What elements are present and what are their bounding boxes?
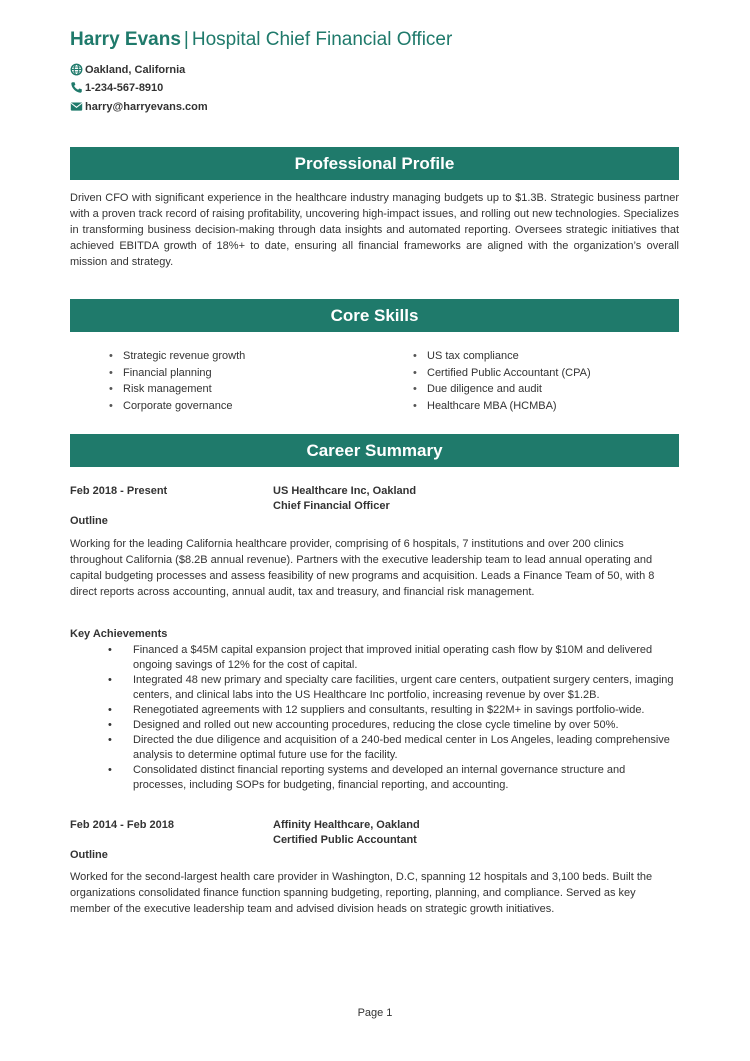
achievement-item: • Renegotiated agreements with 12 suppliers and consultants, resulting in $22M+ in savings portfolio-wide.	[108, 703, 679, 718]
achievement-item: • Consolidated distinct financial reporting systems and developed an internal governance structure and processes, including SOPs for budgeting, financial reporting, and accounting.	[108, 763, 679, 793]
skills-left-column	[109, 348, 245, 414]
contact-phone	[70, 81, 163, 94]
job-outline: Worked for the second-largest health care provider in Washington, D.C, spanning 12 hospitals and 3,100 beds. Built the organizations consolidated finance function spanning budgeting, reporting, planning, and compliance. Served as key member of the executive leadership team and advised division heads on strategic growth initiatives.	[70, 871, 653, 915]
skill-item: • Healthcare MBA (HCMBA)	[413, 398, 591, 415]
skill-item: • US tax compliance	[413, 348, 591, 365]
candidate-role: Hospital Chief Financial Officer	[191, 29, 453, 50]
section-core-skills	[70, 299, 679, 332]
skill-item: • Corporate governance	[109, 398, 245, 415]
job-organization	[273, 818, 420, 848]
job-date: Feb 2014 - Feb 2018	[70, 819, 174, 831]
resume-header	[70, 29, 452, 51]
outline-label: Outline	[70, 849, 108, 861]
achievement-item: • Directed the due diligence and acquisition of a 240-bed medical center in Los Angeles, leading comprehensive analysis to determine optimal future use for the facility.	[108, 733, 679, 763]
achievement-item: • Integrated 48 new primary and specialty care facilities, urgent care centers, outpatient surgery centers, imaging centers, and clinical labs into the US Healthcare Inc portfolio, increasing revenue by over $1.2B.	[108, 673, 679, 703]
section-career-summary	[70, 434, 679, 467]
skill-item: • Certified Public Accountant (CPA)	[413, 365, 591, 382]
job-title: Certified Public Accountant	[273, 834, 417, 846]
envelope-icon	[70, 100, 83, 113]
company-name: US Healthcare Inc, Oakland	[273, 485, 417, 497]
skills-right-column	[413, 348, 591, 414]
job-organization	[273, 484, 416, 514]
job-date: Feb 2018 - Present	[70, 485, 168, 497]
skill-item: • Strategic revenue growth	[109, 348, 245, 365]
job-title: Chief Financial Officer	[273, 500, 390, 512]
section-title-skills: Core Skills	[330, 305, 419, 325]
globe-icon	[70, 63, 83, 76]
email-link[interactable]: harry@harryevans.com	[85, 100, 208, 113]
achievements-list	[108, 643, 679, 793]
skill-item: • Risk management	[109, 381, 245, 398]
skill-item: • Due diligence and audit	[413, 381, 591, 398]
company-name: Affinity Healthcare, Oakland	[273, 819, 420, 831]
page-number: Page 1	[357, 1007, 393, 1019]
achievement-item: • Designed and rolled out new accounting procedures, reducing the close cycle timeline by over 50%.	[108, 718, 679, 733]
contact-email	[70, 100, 208, 113]
contact-location	[70, 63, 185, 76]
job-outline: Working for the leading California healthcare provider, comprising of 6 hospitals, 7 institutions and over 200 clinics throughout California ($8.2B annual revenue). Partners with the executive leadership team to lead annual operating and capital budgeting processes and assess feasibility of new programs and acquisition. Leads a Finance Team of 50, with 8 direct reports across accounting, annual audit, tax and treasury, and financial risk management.	[70, 538, 655, 598]
section-title-profile: Professional Profile	[294, 153, 455, 173]
profile-summary: Driven CFO with significant experience in the healthcare industry managing budgets up to $1.3B. Strategic business partner with a proven track record of raising profitability, uncovering high-impact issues, and rolling out new technologies. Specializes in transforming business decision-making through data insights and automated reporting. Oversees strategic initiatives that achieved EBITDA growth of 18%+ to date, ensuring all financial frameworks are aligned with the organization’s overall mission and strategy.	[70, 192, 679, 268]
location-text: Oakland, California	[85, 63, 186, 76]
section-professional-profile	[70, 147, 679, 180]
candidate-name: Harry Evans	[70, 29, 181, 50]
achievement-item: • Financed a $45M capital expansion project that improved initial operating cash flow by $10M and delivered ongoing savings of 12% for the cost of capital.	[108, 643, 679, 673]
phone-icon	[70, 81, 83, 94]
phone-text: 1-234-567-8910	[85, 81, 164, 94]
outline-label: Outline	[70, 515, 108, 527]
skill-item: • Financial planning	[109, 365, 245, 382]
achievements-label: Key Achievements	[70, 628, 168, 640]
title-separator: |	[183, 29, 189, 50]
section-title-career: Career Summary	[306, 440, 443, 460]
